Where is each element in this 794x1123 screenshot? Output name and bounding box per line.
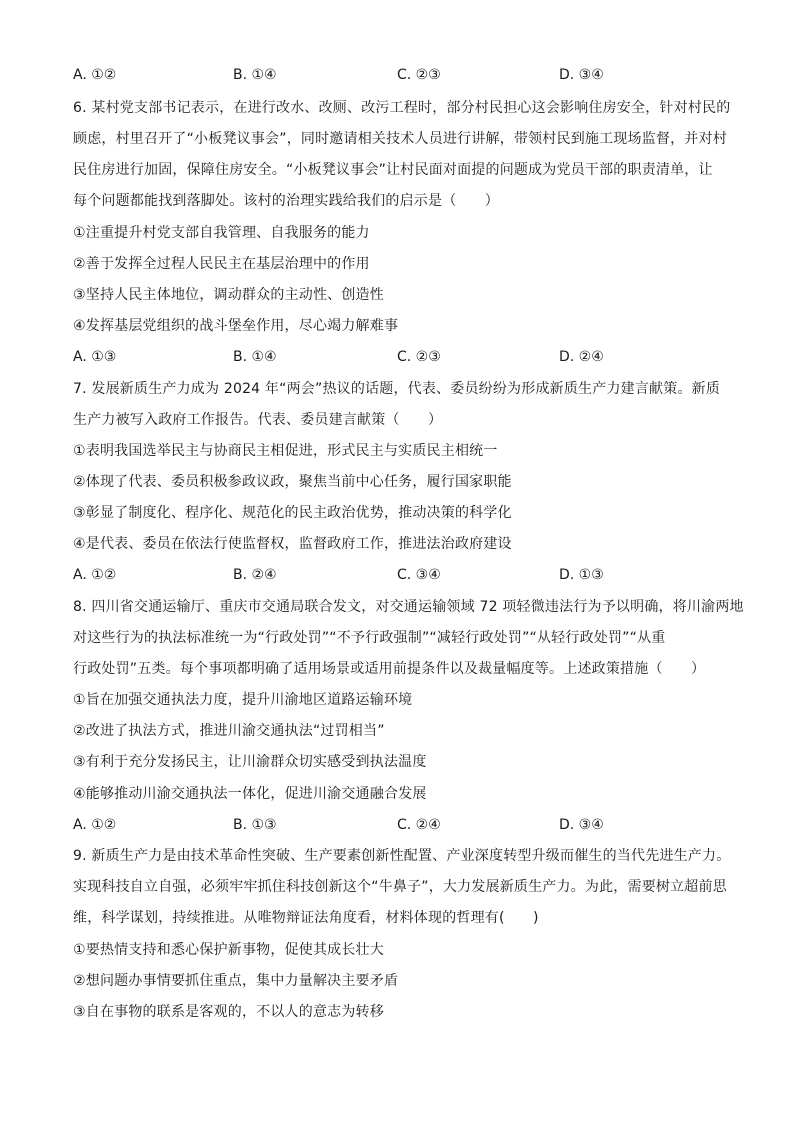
- q8-item-3: ③有利于充分发扬民主，让川渝群众切实感受到执法温度: [73, 754, 427, 770]
- q8-stem-line: 对这些行为的执法标准统一为“行政处罚”“不予行政强制”“减轻行政处罚”“从轻行政处罚”“从重: [73, 630, 666, 646]
- q7-item-1: ①表明我国选举民主与协商民主相促进，形式民主与实质民主相统一: [73, 443, 498, 459]
- q7-item-4: ④是代表、委员在依法行使监督权，监督政府工作，推进法治政府建设: [73, 536, 512, 552]
- q8-item-4: ④能够推动川渝交通执法一体化，促进川渝交通融合发展: [73, 786, 427, 802]
- q6-item-3: ③坚持人民主体地位，调动群众的主动性、创造性: [73, 287, 384, 303]
- q8-options: [73, 815, 733, 835]
- q8-option-c: C. ②④: [397, 817, 441, 833]
- q6-item-4: ④发挥基层党组织的战斗堡垒作用，尽心竭力解难事: [73, 318, 399, 334]
- q6-option-a: A. ①③: [73, 349, 117, 365]
- q6-stem-line: 民住房进行加固，保障住房安全。“小板凳议事会”让村民面对面提的问题成为党员干部的职责清单，让: [73, 162, 713, 178]
- q5-option-d: D. ③④: [559, 67, 604, 83]
- q6-option-c: C. ②③: [397, 349, 441, 365]
- q6-stem-line: 顾虑，村里召开了“小板凳议事会”，同时邀请相关技术人员进行讲解，带领村民到施工现场监督，并对村: [73, 131, 727, 147]
- q7-item-2: ②体现了代表、委员积极参政议政，聚焦当前中心任务，履行国家职能: [73, 474, 512, 490]
- q9-stem-line: 9. 新质生产力是由技术革命性突破、生产要素创新性配置、产业深度转型升级而催生的当代先进生产力。: [73, 848, 731, 864]
- q8-option-a: A. ①②: [73, 817, 117, 833]
- q9-item-3: ③自在事物的联系是客观的，不以人的意志为转移: [73, 1004, 384, 1020]
- q7-stem-line: 生产力被写入政府工作报告。代表、委员建言献策（ ）: [73, 412, 443, 428]
- q8-option-d: D. ③④: [559, 817, 604, 833]
- q5-option-b: B. ①④: [233, 67, 277, 83]
- q6-option-b: B. ①④: [233, 349, 277, 365]
- q9-stem-line: 实现科技自立自强，必须牢牢抓住科技创新这个“牛鼻子”，大力发展新质生产力。为此，需要树立超前思: [73, 879, 727, 895]
- q8-item-2: ②改进了执法方式，推进川渝交通执法“过罚相当”: [73, 723, 385, 739]
- q5-option-a: A. ①②: [73, 67, 117, 83]
- q6-options: [73, 347, 733, 367]
- q8-stem-line: 8. 四川省交通运输厅、重庆市交通局联合发文，对交通运输领域 72 项轻微违法行为予以明确，将川渝两地: [73, 599, 744, 615]
- q9-item-2: ②想问题办事情要抓住重点，集中力量解决主要矛盾: [73, 973, 399, 989]
- q9-stem-line: 维，科学谋划，持续推进。从唯物辩证法角度看，材料体现的哲理有( ): [73, 910, 539, 926]
- q6-option-d: D. ②④: [559, 349, 604, 365]
- q6-stem-line: 6. 某村党支部书记表示，在进行改水、改厕、改污工程时，部分村民担心这会影响住房安全，针对村民的: [73, 100, 731, 116]
- q6-item-1: ①注重提升村党支部自我管理、自我服务的能力: [73, 225, 370, 241]
- q5-option-c: C. ②③: [397, 67, 441, 83]
- q7-option-b: B. ②④: [233, 567, 277, 583]
- q8-item-1: ①旨在加强交通执法力度，提升川渝地区道路运输环境: [73, 692, 413, 708]
- q6-item-2: ②善于发挥全过程人民民主在基层治理中的作用: [73, 256, 370, 272]
- q8-option-b: B. ①③: [233, 817, 277, 833]
- q8-stem-line: 行政处罚”五类。每个事项都明确了适用场景或适用前提条件以及裁量幅度等。上述政策措施（ ）: [73, 661, 706, 677]
- q7-option-c: C. ③④: [397, 567, 441, 583]
- q7-option-d: D. ①③: [559, 567, 604, 583]
- q6-stem-line: 每个问题都能找到落脚处。该村的治理实践给我们的启示是（ ）: [73, 193, 499, 209]
- q9-item-1: ①要热情支持和悉心保护新事物，促使其成长壮大: [73, 942, 384, 958]
- q7-item-3: ③彰显了制度化、程序化、规范化的民主政治优势，推动决策的科学化: [73, 505, 512, 521]
- q5-options: [73, 65, 733, 85]
- q7-stem-line: 7. 发展新质生产力成为 2024 年“两会”热议的话题，代表、委员纷纷为形成新质生产力建言献策。新质: [73, 381, 721, 397]
- q7-option-a: A. ①②: [73, 567, 117, 583]
- q7-options: [73, 565, 733, 585]
